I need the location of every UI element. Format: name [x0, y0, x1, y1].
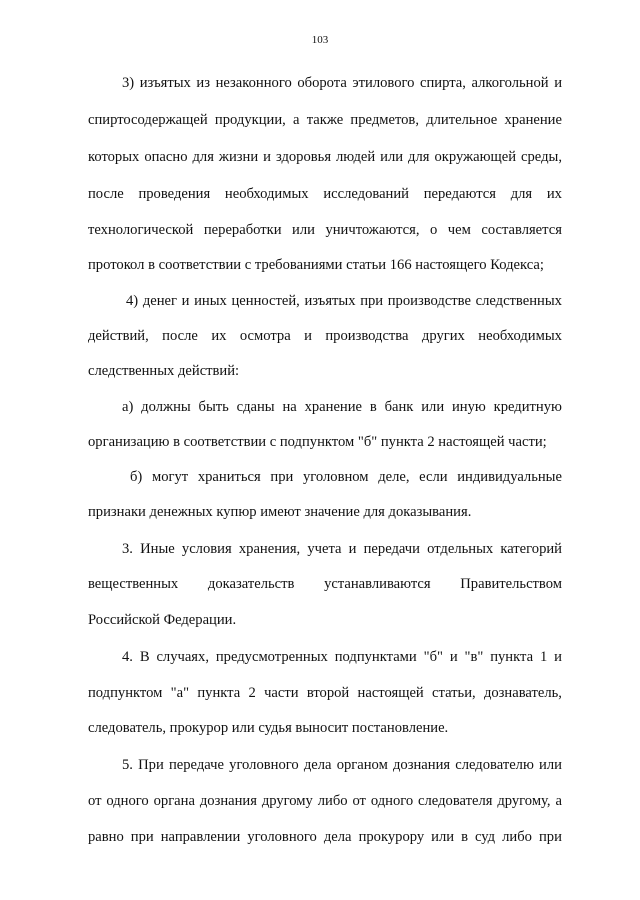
word: второй — [306, 685, 350, 701]
word: и — [304, 328, 312, 344]
word: в — [369, 399, 377, 415]
word: здоровья — [275, 149, 332, 165]
word: подпунктами — [334, 649, 417, 665]
word: дознания — [199, 793, 257, 809]
word: от — [88, 793, 102, 809]
word: уголовного — [229, 757, 299, 773]
word: 2 — [248, 685, 256, 701]
word: дознаватель, — [483, 685, 562, 701]
word: после — [162, 328, 198, 344]
text-line: протокол в соответствии с требованиями статьи 166 настоящего Кодекса; — [88, 257, 544, 273]
word: из — [196, 75, 210, 91]
word: необходимых — [224, 186, 309, 202]
word: хранения, — [238, 541, 301, 557]
word: технологической — [88, 222, 194, 238]
word: "а" — [170, 685, 190, 701]
word: для — [192, 149, 214, 165]
text-line — [88, 792, 562, 810]
word: и — [348, 541, 357, 557]
word: других — [421, 328, 465, 344]
word: людей — [336, 149, 376, 165]
word: одного — [370, 793, 414, 809]
word: продукции, — [214, 112, 286, 128]
word: или — [421, 399, 445, 415]
word: могут — [151, 469, 189, 485]
word: и — [554, 75, 562, 91]
word: при — [360, 293, 384, 309]
word: спирта, — [420, 75, 466, 91]
word: случаях, — [156, 649, 209, 665]
word: либо — [317, 793, 348, 809]
word: 3. — [122, 541, 133, 557]
word: а) — [122, 399, 134, 415]
word: равно — [88, 829, 124, 845]
word: действий, — [88, 328, 149, 344]
word: также — [306, 112, 344, 128]
word: и — [554, 649, 562, 665]
word: которых — [88, 149, 140, 165]
word: составляется — [481, 222, 562, 238]
word: уничтожаются, — [325, 222, 420, 238]
text-line — [88, 221, 562, 239]
word: производстве — [387, 293, 471, 309]
word: а — [555, 793, 562, 809]
text-line — [88, 327, 562, 345]
word: уголовном — [302, 469, 369, 485]
word: настоящей — [357, 685, 424, 701]
word: осмотра — [239, 328, 291, 344]
word: органа — [153, 793, 195, 809]
word: а — [293, 112, 300, 128]
word: 4. — [122, 649, 133, 665]
word: ценностей, — [231, 293, 300, 309]
word: условия — [181, 541, 232, 557]
word: части — [264, 685, 299, 701]
word: деле, — [378, 469, 410, 485]
word: окружающей — [434, 149, 517, 165]
word: проведения — [138, 186, 211, 202]
word: дела — [323, 829, 352, 845]
word: в — [461, 829, 468, 845]
word: их — [211, 328, 227, 344]
word: иных — [194, 293, 227, 309]
word: незаконного — [215, 75, 292, 91]
word: изъятых — [139, 75, 191, 91]
word: жизни — [218, 149, 259, 165]
word: или — [292, 222, 315, 238]
word: необходимых — [478, 328, 562, 344]
word: если — [419, 469, 448, 485]
word: передачи — [363, 541, 420, 557]
word: подпунктом — [88, 685, 163, 701]
word: следственных — [475, 293, 562, 309]
word: среды, — [521, 149, 562, 165]
word: длительное — [426, 112, 498, 128]
word: спиртосодержащей — [88, 112, 208, 128]
word: другому — [261, 793, 313, 809]
word: о — [429, 222, 438, 238]
text-line — [88, 828, 562, 846]
word: или — [539, 757, 562, 773]
word: индивидуальные — [457, 469, 562, 485]
text-line: организацию в соответствии с подпунктом "б" пункта 2 настоящей части; — [88, 434, 547, 450]
word: уголовного — [247, 829, 317, 845]
word: б) — [130, 469, 143, 485]
word: устанавливаются — [324, 576, 431, 592]
word: следователя — [418, 793, 493, 809]
word: алкогольной — [471, 75, 549, 91]
word: должны — [141, 399, 191, 415]
word: кредитную — [493, 399, 562, 415]
word: для — [408, 149, 430, 165]
text-line — [122, 648, 562, 666]
word: органом — [336, 757, 388, 773]
word: на — [282, 399, 297, 415]
text-line — [88, 684, 562, 702]
word: одного — [106, 793, 149, 809]
word: после — [88, 186, 124, 202]
word: этилового — [352, 75, 415, 91]
word: или — [431, 829, 455, 845]
word: прокурору — [358, 829, 425, 845]
word: вещественных — [88, 576, 179, 592]
word: исследований — [323, 186, 409, 202]
word: от — [352, 793, 366, 809]
text-line — [122, 398, 562, 416]
word: производства — [325, 328, 409, 344]
word: для — [510, 186, 533, 202]
word: и — [449, 649, 458, 665]
word: 1 — [539, 649, 548, 665]
word: предусмотренных — [215, 649, 328, 665]
text-line — [88, 185, 562, 203]
word: хранение — [304, 399, 363, 415]
word: иную — [451, 399, 486, 415]
word: Иные — [140, 541, 175, 557]
word: статьи, — [432, 685, 476, 701]
text-line — [122, 74, 562, 92]
text-line: признаки денежных купюр имеют значение для доказывания. — [88, 504, 472, 520]
word: при — [130, 829, 154, 845]
text-line: следователь, прокурор или судья выносит постановление. — [88, 720, 449, 736]
word: предметов, — [350, 112, 419, 128]
word: 4) — [126, 293, 139, 309]
word: "б" — [423, 649, 443, 665]
word: сданы — [236, 399, 275, 415]
page-number: 103 — [311, 34, 329, 46]
word: передаются — [423, 186, 496, 202]
word: дознания — [392, 757, 451, 773]
word: и — [181, 293, 190, 309]
word: пункта — [490, 649, 534, 665]
word: учета — [307, 541, 342, 557]
word: Правительством — [460, 576, 562, 592]
word: доказательств — [207, 576, 295, 592]
word: и — [263, 149, 271, 165]
text-line: следственных действий: — [88, 363, 240, 379]
word: В — [139, 649, 150, 665]
word: 5. — [122, 757, 133, 773]
word: хранение — [504, 112, 562, 128]
word: их — [546, 186, 562, 202]
word: суд — [475, 829, 496, 845]
word: следователю — [455, 757, 534, 773]
text-line — [130, 468, 562, 486]
word: либо — [502, 829, 532, 845]
word: изъятых — [304, 293, 356, 309]
text-line — [88, 575, 562, 593]
word: оборота — [297, 75, 347, 91]
word: храниться — [197, 469, 261, 485]
word: отдельных — [427, 541, 494, 557]
text-line — [88, 111, 562, 129]
word: направлении — [160, 829, 241, 845]
word: передаче — [168, 757, 224, 773]
text-line — [126, 292, 562, 310]
word: другому, — [497, 793, 551, 809]
word: быть — [198, 399, 229, 415]
word: дела — [303, 757, 332, 773]
text-line — [122, 540, 562, 558]
text-line: Российской Федерации. — [88, 612, 237, 628]
word: категорий — [500, 541, 562, 557]
text-line — [88, 148, 562, 166]
word: или — [380, 149, 404, 165]
word: чем — [447, 222, 471, 238]
word: при — [270, 469, 294, 485]
word: "в" — [464, 649, 484, 665]
word: пункта — [197, 685, 241, 701]
word: При — [138, 757, 164, 773]
word: переработки — [203, 222, 282, 238]
word: денег — [142, 293, 177, 309]
word: опасно — [144, 149, 188, 165]
word: 3) — [122, 75, 135, 91]
text-line — [122, 756, 562, 774]
word: при — [538, 829, 562, 845]
word: банк — [384, 399, 414, 415]
